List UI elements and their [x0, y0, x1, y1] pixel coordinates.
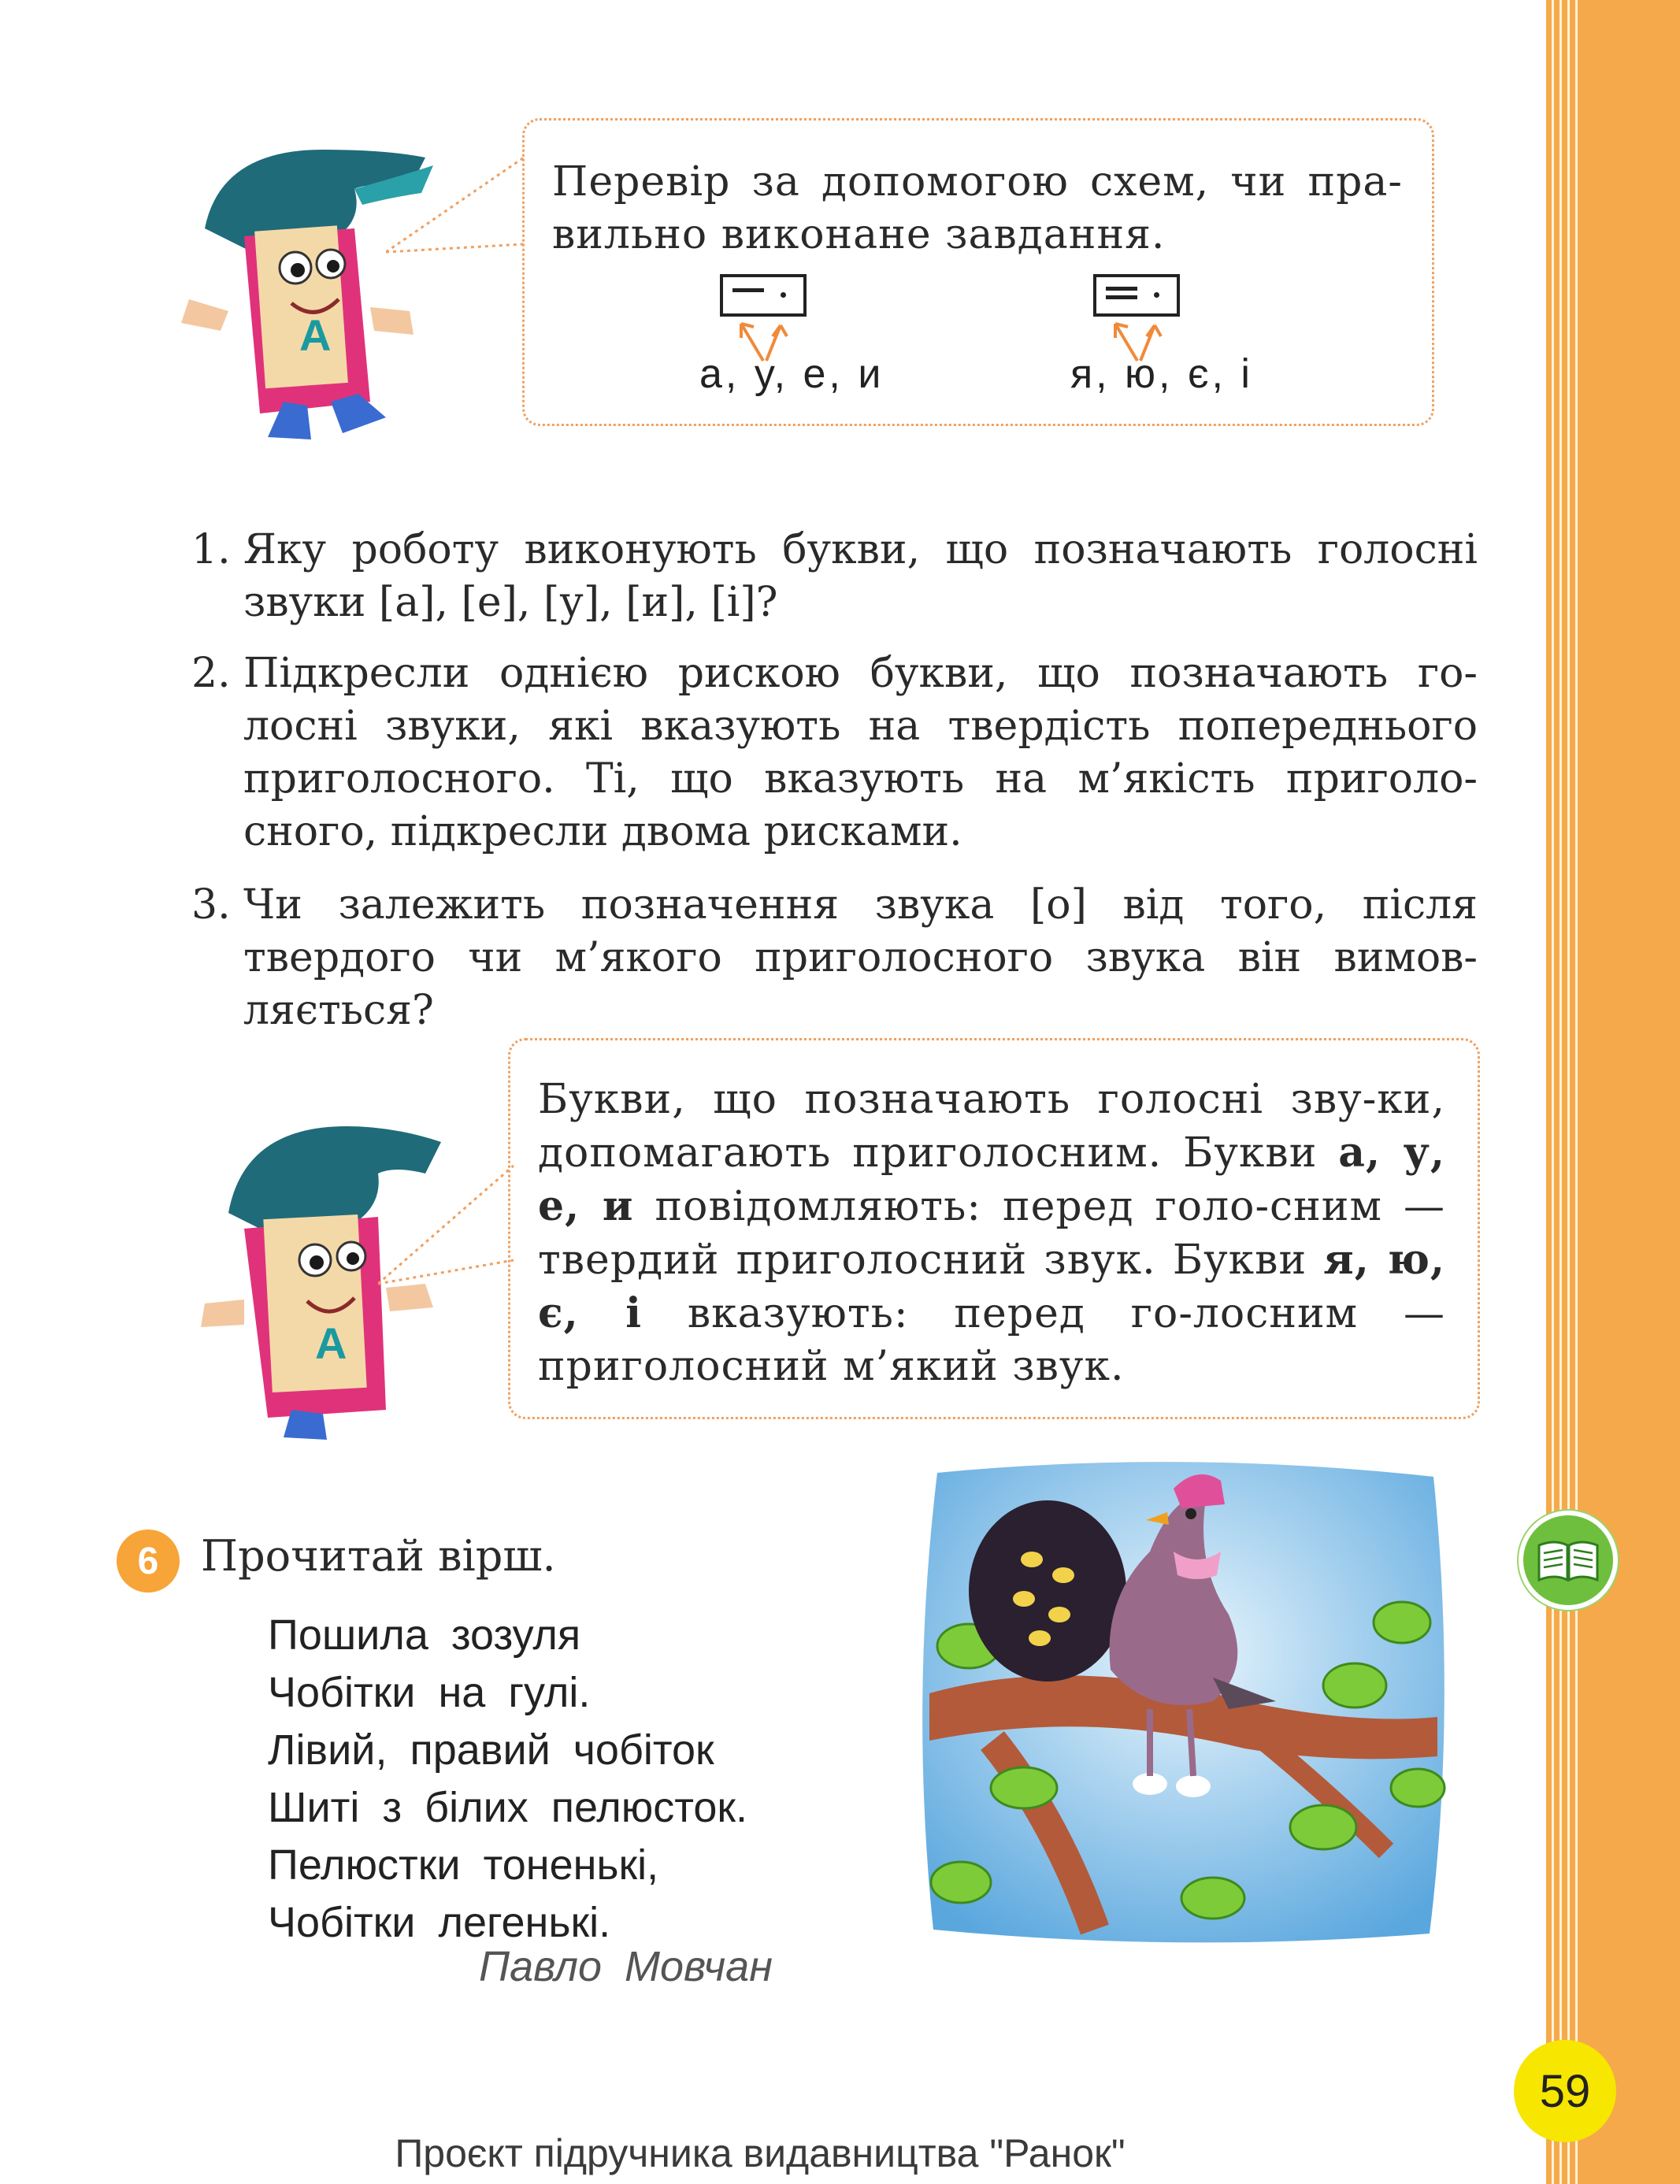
poem [268, 1607, 747, 1952]
poem-line: Пошила зозуля [268, 1611, 581, 1659]
rule-callout-top [522, 118, 1434, 426]
scheme-hard-box [720, 274, 807, 317]
question-3 [191, 879, 1478, 1044]
callout-bottom-text [538, 1073, 1445, 1393]
cuckoo-illustration [914, 1457, 1453, 1949]
question-text: Підкресли однією рискою букви, що позначають го-лосні звуки, які вказують на твердість попереднього приголосного. Ті, що вказують на м’якість приголо-сного, підкресли двома рисками. [243, 650, 1478, 855]
page-number: 59 [1514, 2040, 1616, 2142]
scheme-soft-letters: я, ю, є, і [1070, 351, 1253, 397]
question-number: 2. [191, 650, 231, 697]
callout-top-pointer [386, 150, 528, 260]
svg-text:А: А [315, 1318, 347, 1368]
callout-top-text: Перевір за допомогою схем, чи пра-вильно виконане завдання. [552, 158, 1403, 258]
poem-line: Чобітки легенькі. [268, 1899, 611, 1946]
hard-vowels-bold: а, у, е, и [538, 1129, 1445, 1230]
callout-text-part: Букви, що позначають голосні зву-ки, допомагають приголосним. Букви [538, 1076, 1445, 1177]
callout-bottom-pointer [378, 1158, 516, 1307]
task-number-badge: 6 [117, 1530, 180, 1593]
poem-line: Шиті з білих пелюсток. [268, 1784, 748, 1831]
svg-text:А: А [299, 310, 332, 360]
question-2 [191, 647, 1478, 868]
poem-line: Пелюстки тоненькі, [268, 1841, 659, 1889]
question-1 [191, 524, 1478, 634]
question-text: Яку роботу виконують букви, що позначають голосні звуки [а], [е], [у], [и], [і]? [243, 526, 1478, 626]
callout-text-part: повідомляють: перед голо-сним — твердий приголосний звук. Букви [538, 1183, 1445, 1284]
footer-text: Проєкт підручника видавництва "Ранок" [395, 2131, 1126, 2175]
poem-line: Лівий, правий чобіток [268, 1726, 714, 1774]
task-title: Прочитай вірш. [201, 1531, 556, 1581]
scheme-hard-letters: а, у, е, и [699, 351, 885, 397]
question-number: 3. [191, 881, 231, 929]
soft-vowels-bold: я, ю, є, і [538, 1236, 1446, 1337]
book-icon [1519, 1511, 1618, 1610]
rule-callout-bottom [508, 1038, 1480, 1419]
question-number: 1. [191, 526, 231, 573]
margin-lines [1546, 0, 1578, 2184]
poem-line: Чобітки на гулі. [268, 1669, 591, 1716]
scheme-soft-box [1093, 274, 1180, 317]
poem-author: Павло Мовчан [479, 1943, 773, 1990]
question-text: Чи залежить позначення звука [о] від того, після твердого чи м’якого приголосного звука він вимов-ляється? [243, 881, 1478, 1034]
callout-text-part: вказують: перед го-лосним — приголосний м’який звук. [538, 1290, 1445, 1390]
